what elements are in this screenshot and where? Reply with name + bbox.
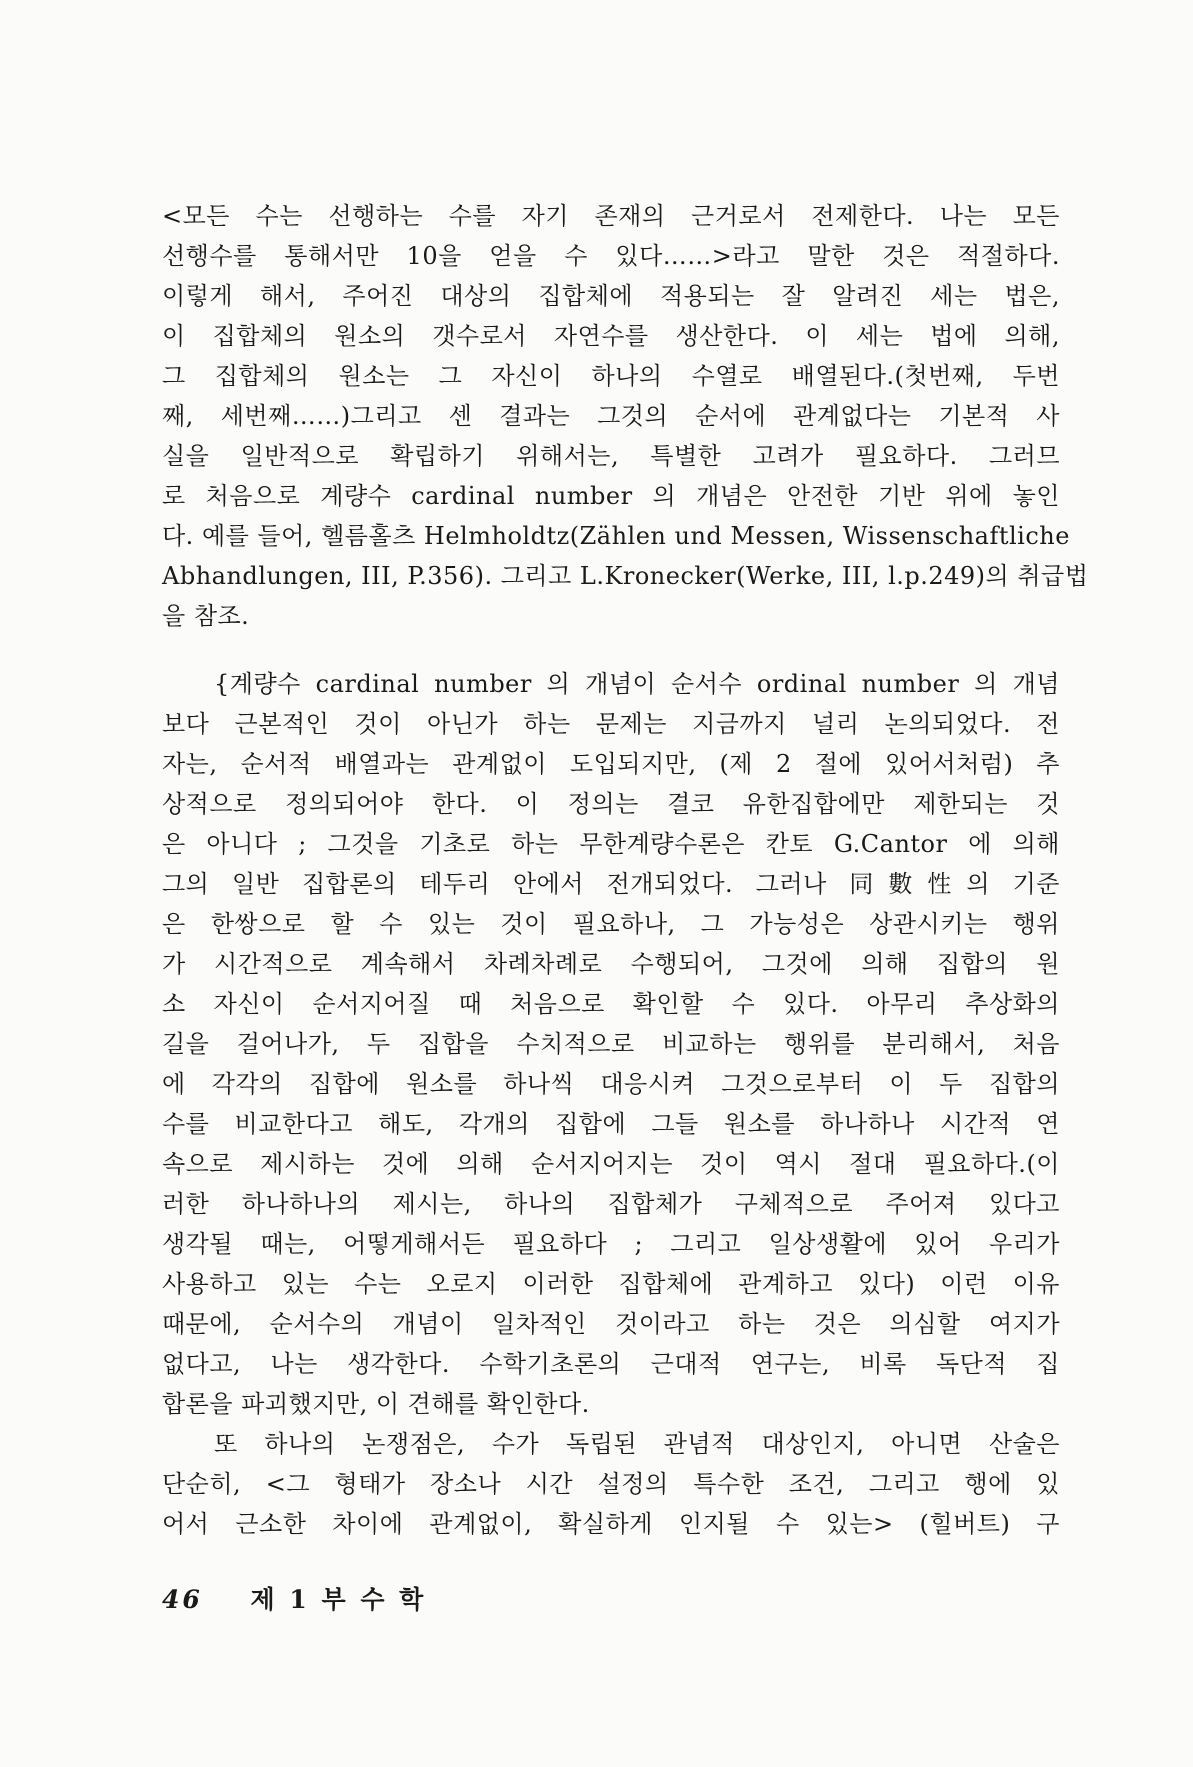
text-line: 이렇게 해서, 주어진 대상의 집합체에 적용되는 잘 알려진 세는 법은, [162,282,1060,310]
section-title: 제 1 부 수 학 [250,1585,427,1614]
text-line: 실을 일반적으로 확립하기 위해서는, 특별한 고려가 필요하다. 그러므 [162,442,1060,470]
text-line: 이 집합체의 원소의 갯수로서 자연수를 생산한다. 이 세는 법에 의해, [162,322,1060,350]
text-line: 단순히, <그 형태가 장소나 시간 설정의 특수한 조건, 그리고 행에 있 [162,1470,1060,1498]
text-line: 은 한쌍으로 할 수 있는 것이 필요하나, 그 가능성은 상관시키는 행위 [162,910,1060,938]
paragraph-cardinal-ordinal [162,664,1060,1544]
text-line: 때문에, 순서수의 개념이 일차적인 것이라고 하는 것은 의심할 여지가 [162,1310,1060,1338]
text-line: 러한 하나하나의 제시는, 하나의 집합체가 구체적으로 주어져 있다고 [162,1190,1060,1218]
text-line: 길을 걸어나가, 두 집합을 수치적으로 비교하는 행위를 분리해서, 처음 [162,1030,1060,1058]
text-line: <모든 수는 선행하는 수를 자기 존재의 근거로서 전제한다. 나는 모든 [162,202,1060,230]
text-line: 속으로 제시하는 것에 의해 순서지어지는 것이 역시 절대 필요하다.(이 [162,1150,1060,1178]
text-line: 에 각각의 집합에 원소를 하나씩 대응시켜 그것으로부터 이 두 집합의 [162,1070,1060,1098]
text-line: 합론을 파괴했지만, 이 견해를 확인한다. [162,1390,590,1418]
text-line: 수를 비교한다고 해도, 각개의 집합에 그들 원소를 하나하나 시간적 연 [162,1110,1060,1138]
page-footer [162,1580,426,1616]
text-line: 소 자신이 순서지어질 때 처음으로 확인할 수 있다. 아무리 추상화의 [162,990,1060,1018]
text-line: 보다 근본적인 것이 아닌가 하는 문제는 지금까지 널리 논의되었다. 전 [162,710,1060,738]
text-line: 선행수를 통해서만 10을 얻을 수 있다……>라고 말한 것은 적절하다. [162,242,1060,270]
text-line: 그의 일반 집합론의 테두리 안에서 전개되었다. 그러나 同數性의 기준 [162,870,1060,898]
text-line: 사용하고 있는 수는 오로지 이러한 집합체에 관계하고 있다) 이런 이유 [162,1270,1060,1298]
text-line: 그 집합체의 원소는 그 자신이 하나의 수열로 배열된다.(첫번째, 두번 [162,362,1060,390]
text-line: 자는, 순서적 배열과는 관계없이 도입되지만, (제 2 절에 있어서처럼) 추 [162,750,1060,778]
text-line: Abhandlungen, III, P.356). 그리고 L.Kronecker(Werke, III, l.p.249)의 취급법 [162,562,1089,590]
text-line: 생각될 때는, 어떻게해서든 필요하다 ; 그리고 일상생활에 있어 우리가 [162,1230,1060,1258]
text-line: 을 참조. [162,602,250,630]
text-line: 로 처음으로 계량수 cardinal number 의 개념은 안전한 기반 위에 놓인 [162,482,1060,510]
text-line: 또 하나의 논쟁점은, 수가 독립된 관념적 대상인지, 아니면 산술은 [214,1430,1060,1458]
text-line: {계량수 cardinal number 의 개념이 순서수 ordinal number 의 개념 [214,670,1060,698]
text-line: 없다고, 나는 생각한다. 수학기초론의 근대적 연구는, 비록 독단적 집 [162,1350,1060,1378]
text-line: 어서 근소한 차이에 관계없이, 확실하게 인지될 수 있는> (힐버트) 구 [162,1510,1060,1538]
text-line: 은 아니다 ; 그것을 기초로 하는 무한계량수론은 칸토 G.Cantor 에 의해 [162,830,1060,858]
text-line: 째, 세번째……)그리고 센 결과는 그것의 순서에 관계없다는 기본적 사 [162,402,1060,430]
text-line: 상적으로 정의되어야 한다. 이 정의는 결코 유한집합에만 제한되는 것 [162,790,1060,818]
page-number: 46 [162,1585,203,1614]
paragraph-quote-intro [162,196,1089,636]
text-line: 가 시간적으로 계속해서 차례차례로 수행되어, 그것에 의해 집합의 원 [162,950,1060,978]
text-line: 다. 예를 들어, 헬름홀츠 Helmholdtz(Zählen und Messen, Wissenschaftliche [162,522,1070,550]
